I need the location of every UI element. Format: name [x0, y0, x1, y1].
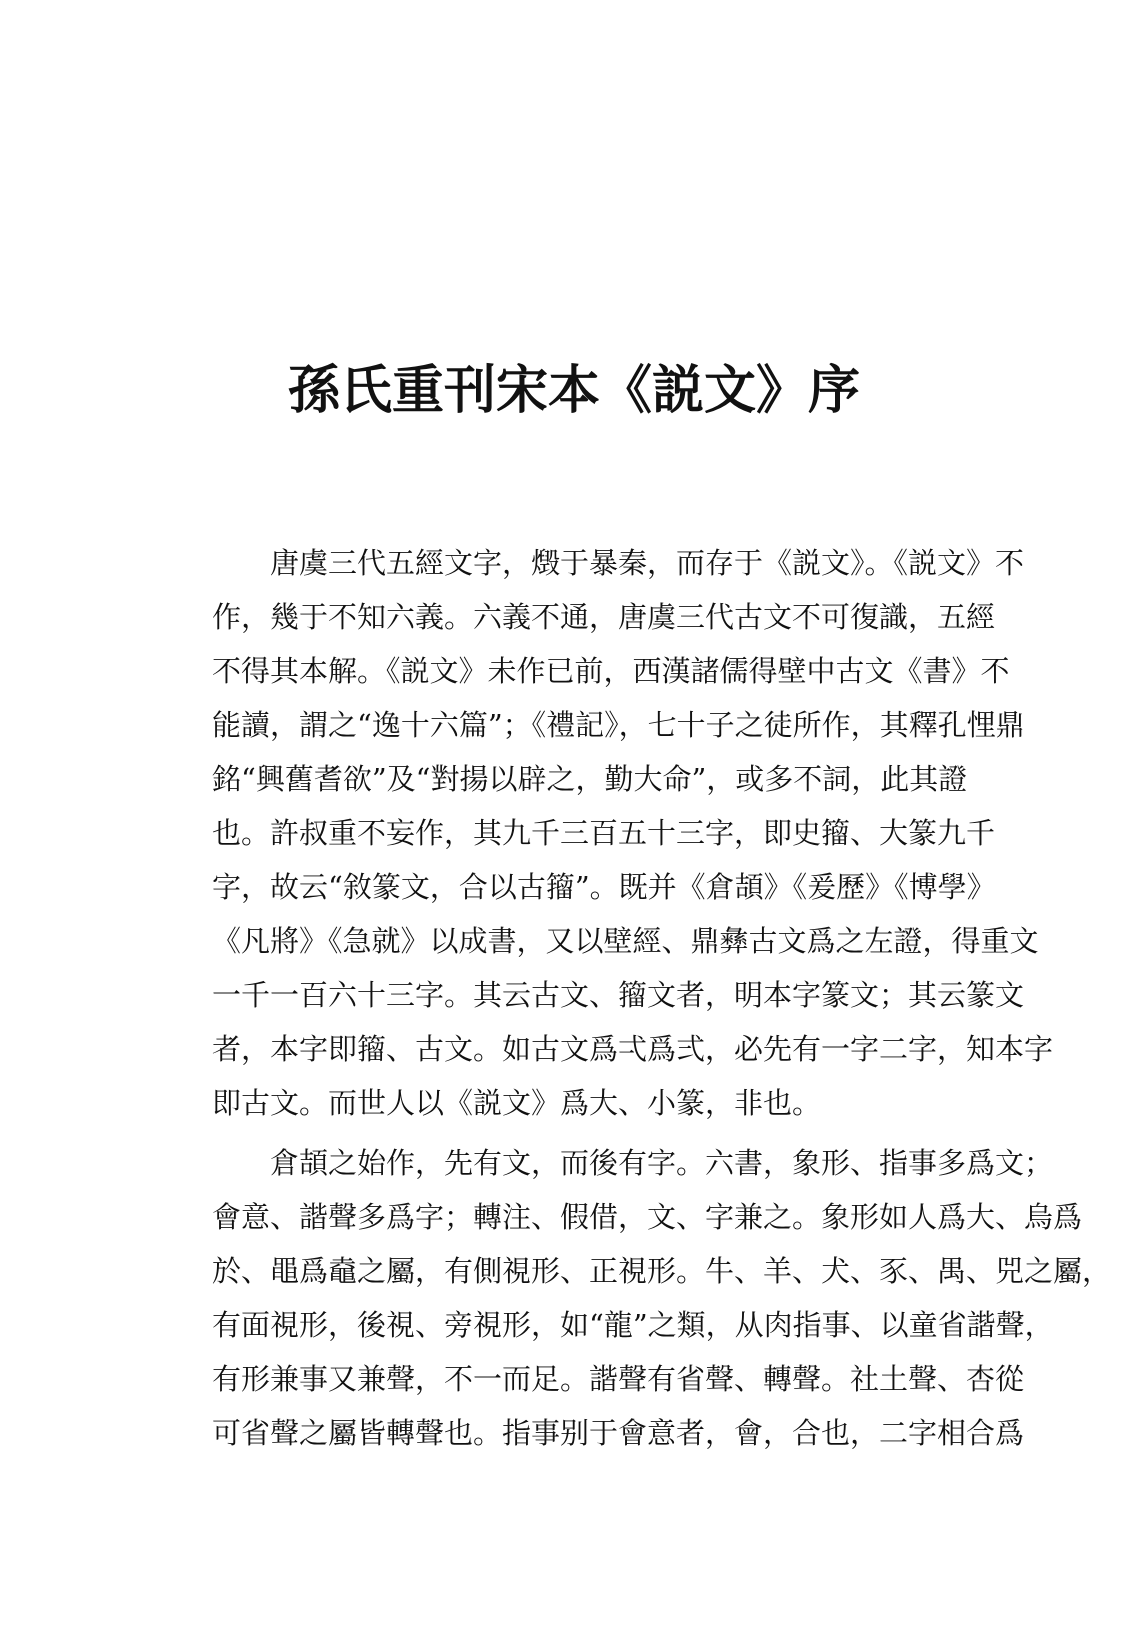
paragraph-2 — [212, 1136, 1112, 1460]
page-title: 孫氏重刊宋本《説文》序 — [287, 360, 860, 421]
text-line: 於、黽爲鼀之屬，有側視形、正視形。牛、羊、犬、豕、禺、兕之屬， — [212, 1254, 1112, 1288]
text-line: 即古文。而世人以《説文》爲大、小篆，非也。 — [212, 1086, 822, 1120]
text-line: 作，幾于不知六義。六義不通，唐虞三代古文不可復識，五經 — [212, 600, 996, 634]
text-line: 者，本字即籀、古文。如古文爲弌爲弍，必先有一字二字，知本字 — [212, 1032, 1054, 1066]
text-line: 也。許叔重不妄作，其九千三百五十三字，即史籀、大篆九千 — [212, 816, 996, 850]
text-line: 字，故云“敘篆文，合以古籀”。既并《倉頡》《爰歷》《博學》 — [212, 870, 996, 904]
text-line: 能讀，謂之“逸十六篇”；《禮記》，七十子之徒所作，其釋孔悝鼎 — [212, 708, 1025, 742]
text-line: 有面視形，後視、旁視形，如“龍”之類，从肉指事、以童省諧聲， — [212, 1308, 1054, 1342]
text-line: 可省聲之屬皆轉聲也。指事别于會意者，會，合也，二字相合爲 — [212, 1416, 1025, 1450]
text-line: 有形兼事又兼聲，不一而足。諧聲有省聲、轉聲。社土聲、杏從 — [212, 1362, 1025, 1396]
body-text — [212, 536, 1112, 1460]
paragraph-1 — [212, 536, 1054, 1130]
text-line: 銘“興舊耆欲”及“對揚以辟之，勤大命”，或多不詞，此其證 — [212, 762, 968, 796]
text-line: 唐虞三代五經文字，燬于暴秦，而存于《説文》。《説文》不 — [270, 546, 1025, 580]
text-line: 不得其本解。《説文》未作已前，西漢諸儒得壁中古文《書》不 — [212, 654, 1010, 688]
text-line: 倉頡之始作，先有文，而後有字。六書，象形、指事多爲文； — [270, 1146, 1054, 1180]
text-line: 《凡將》《急就》以成書，又以壁經、鼎彝古文爲之左證，得重文 — [212, 924, 1039, 958]
text-line: 一千一百六十三字。其云古文、籀文者，明本字篆文；其云篆文 — [212, 978, 1025, 1012]
text-line: 會意、諧聲多爲字；轉注、假借，文、字兼之。象形如人爲大、烏爲 — [212, 1200, 1083, 1234]
